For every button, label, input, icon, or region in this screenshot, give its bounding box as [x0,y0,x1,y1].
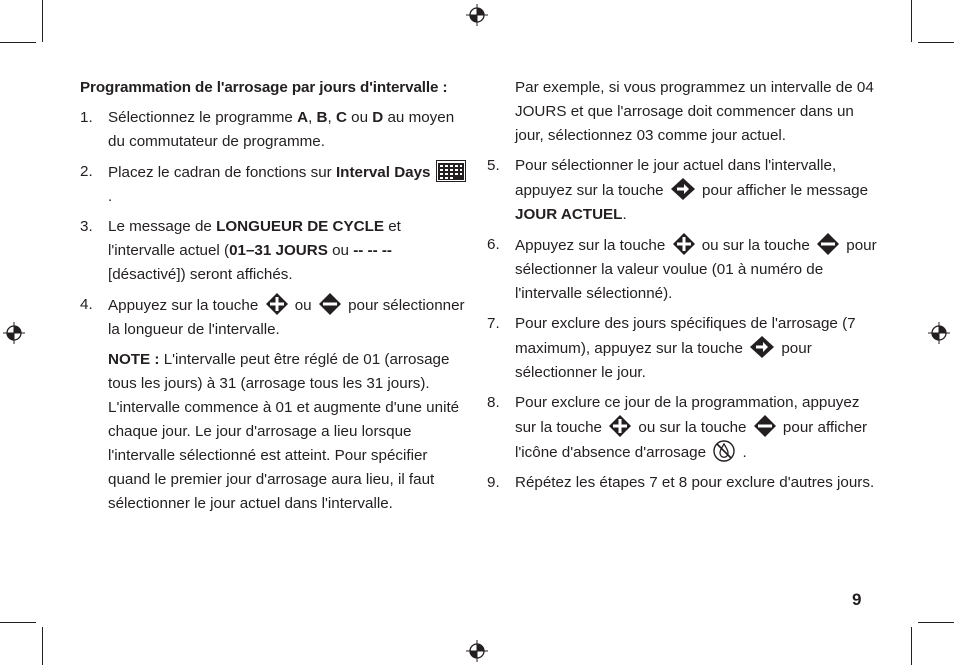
cycle-length-message: LONGUEUR DE CYCLE [216,218,384,235]
interval-days-label: Interval Days [335,164,431,181]
separator: ou [346,109,373,126]
days-range: 01–31 JOURS [229,242,328,259]
crop-mark [918,42,954,43]
step-text: pour sélectionner le jour. [515,340,812,381]
next-arrow-button-icon [750,336,774,358]
step-9 [487,471,877,495]
step-text: Pour sélectionner le jour actuel dans l'intervalle, appuyez sur la touche [515,157,837,199]
program-d: D [372,109,384,126]
step-6 [487,233,877,306]
step-text: ou sur la touche [697,237,815,254]
step-number: 8. [487,394,500,411]
step-number: 7. [487,315,500,332]
program-a: A [297,109,309,126]
step-text: ou sur la touche [634,419,751,436]
step-text: Sélectionnez le programme [108,109,298,126]
current-day-message: JOUR ACTUEL [515,206,623,223]
step-number: 1. [80,109,93,126]
disabled-display: -- -- -- [353,242,392,259]
step-text: Appuyez sur la touche [108,297,263,314]
plus-button-icon [609,415,631,437]
note-text: L'intervalle peut être réglé de 01 (arrosage tous les jours) à 31 (arrosage tous les 31 jours). L'intervalle commence à 01 et augmente d'une unité chaque jour. Le jour d'arrosage a lieu lorsque l'intervalle sélectionné est atteint. Pour spécifier quand le premier jour d'arrosage aura lieu, il faut sélectionner le jour actuel dans l'intervalle. [108,351,460,512]
separator: , [327,109,336,126]
step-text: pour afficher le message [697,182,869,199]
registration-mark-icon [466,640,488,662]
step-4 [80,293,470,342]
step-text: pour afficher l'icône d'absence d'arrosage [515,419,868,461]
minus-button-icon [754,415,776,437]
step-text: [désactivé]) seront affichés. [108,266,293,283]
step-text: . [738,444,747,461]
step-number: 3. [80,218,93,235]
crop-mark [918,622,954,623]
step-text: et l'intervalle actuel ( [108,218,401,259]
registration-mark-icon [466,4,488,26]
program-b: B [316,109,328,126]
step-text: Pour exclure ce jour de la programmation, appuyez sur la touche [515,394,860,436]
step-2 [80,160,470,209]
plus-button-icon [673,233,695,255]
separator: , [308,109,317,126]
registration-mark-icon [928,322,950,344]
left-column [80,76,470,522]
note [80,348,470,516]
crop-mark [0,622,36,623]
step-number: 6. [487,236,500,253]
step-text: . [108,188,113,205]
step-text: . [622,206,627,223]
minus-button-icon [319,293,341,315]
plus-button-icon [266,293,288,315]
step-text: ou [327,242,354,259]
step-text: au moyen du commutateur de programme. [108,109,455,150]
step-text: pour sélectionner la longueur de l'intervalle. [108,297,465,338]
step-8 [487,391,877,465]
section-heading: Programmation de l'arrosage par jours d'intervalle : [80,79,448,96]
right-column [487,76,877,501]
no-water-icon [713,440,735,462]
crop-mark [0,42,36,43]
step-number: 5. [487,157,500,174]
step-5 [487,154,877,227]
step-number: 9. [487,474,500,491]
step-text: pour sélectionner la valeur voulue (01 à numéro de l'intervalle sélectionné). [515,237,877,302]
next-arrow-button-icon [671,178,695,200]
note-label: NOTE : [108,351,160,368]
step-text: Placez le cadran de fonctions sur [108,164,336,181]
minus-button-icon [817,233,839,255]
step-3 [80,215,470,287]
step-text: Appuyez sur la touche [515,237,670,254]
program-c: C [335,109,347,126]
interval-days-calendar-icon [436,160,466,182]
crop-mark [911,0,912,42]
step-number: 4. [80,296,93,313]
step-text: ou [290,297,316,314]
crop-mark [911,627,912,665]
step-7 [487,312,877,385]
step-number: 2. [80,163,93,180]
step-text: Le message de [108,218,217,235]
registration-mark-icon [3,322,25,344]
crop-mark [42,627,43,665]
example-paragraph: Par exemple, si vous programmez un intervalle de 04 JOURS et que l'arrosage doit commencer dans un jour, sélectionnez 03 comme jour actuel. [515,79,874,144]
crop-mark [42,0,43,42]
page-number: 9 [852,590,862,609]
step-text: Répétez les étapes 7 et 8 pour exclure d'autres jours. [515,474,875,491]
step-text: Pour exclure des jours spécifiques de l'arrosage (7 maximum), appuyez sur la touche [515,315,856,357]
step-1 [80,106,470,154]
